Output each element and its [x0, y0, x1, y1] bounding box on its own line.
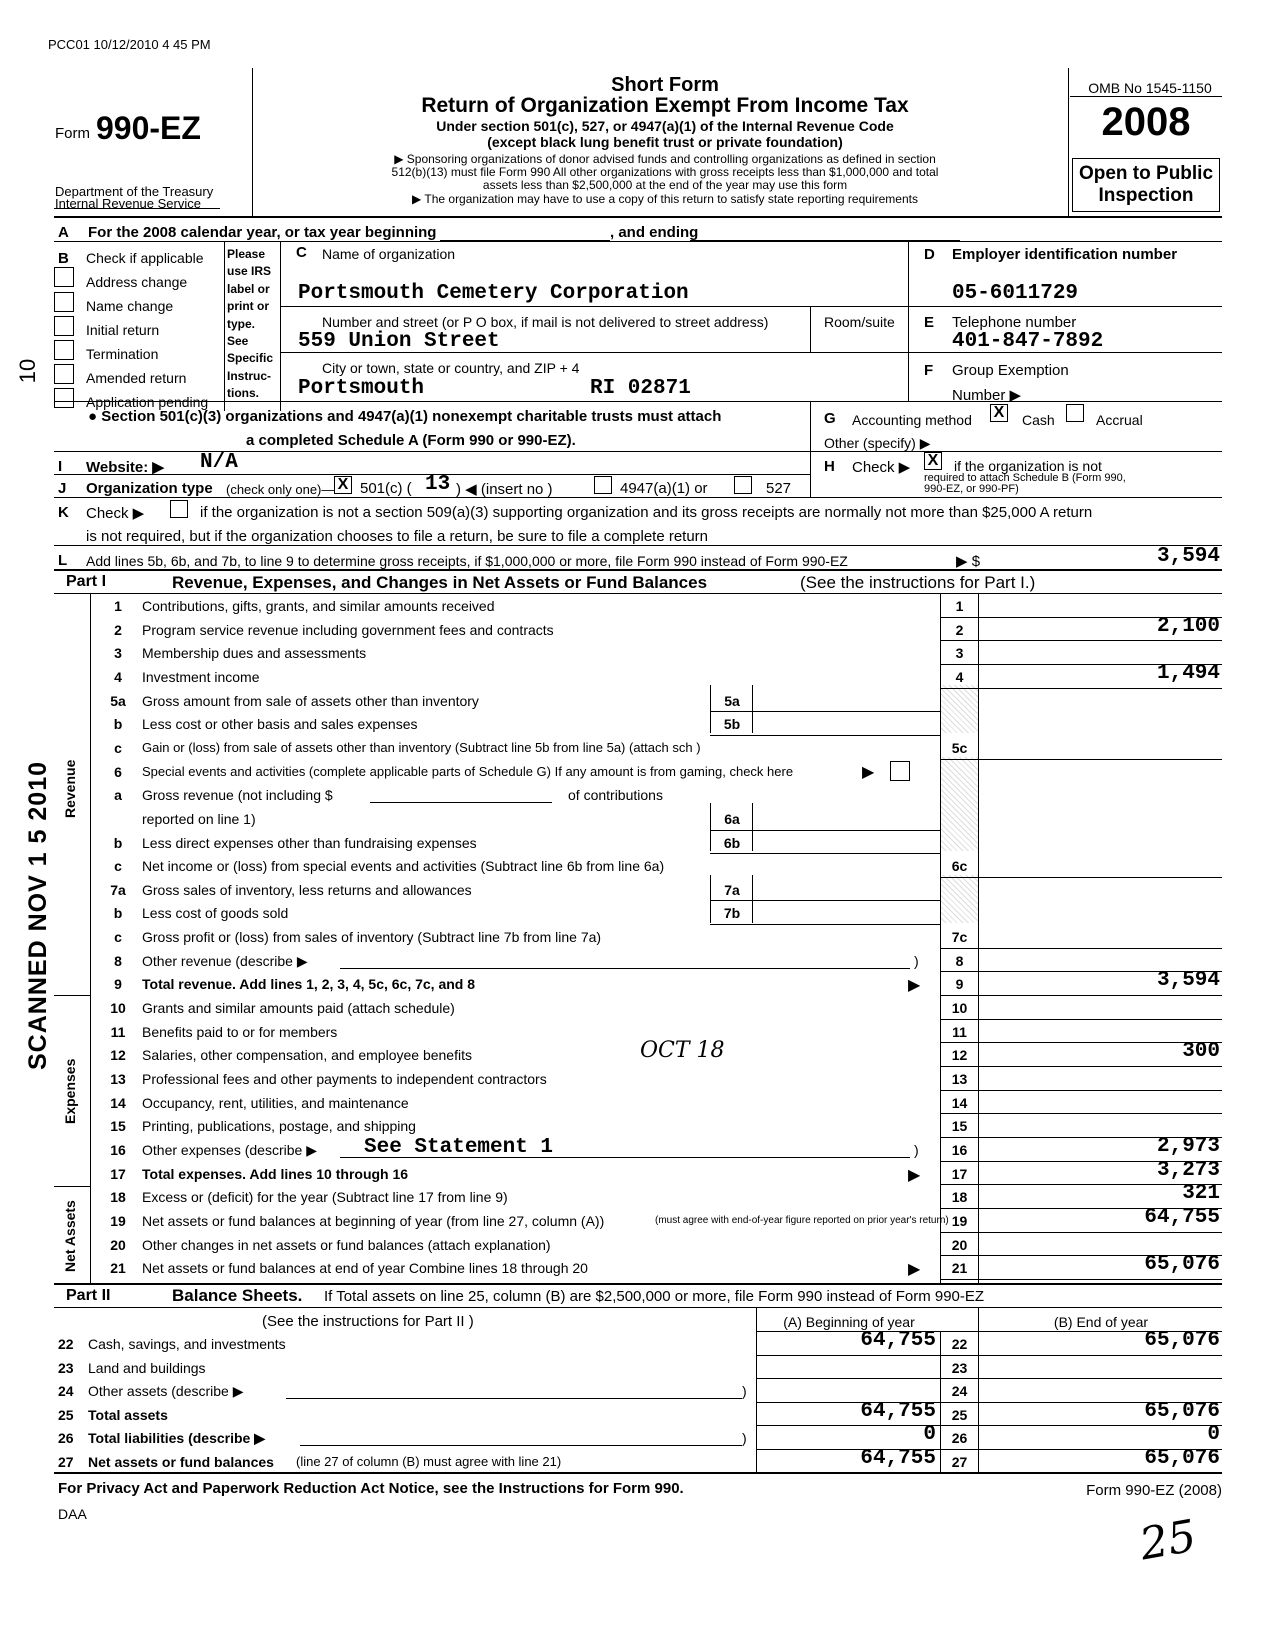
line-a-text: Gross revenue (not including $ — [142, 787, 333, 804]
shaded-5ab — [941, 685, 978, 733]
col-a-header: (A) Beginning of year — [783, 1314, 915, 1330]
line-10-box: 10 — [951, 1000, 968, 1017]
bs-line-23-number: 23 — [58, 1359, 74, 1376]
scanned-stamp: SCANNED NOV 1 5 2010 — [24, 760, 52, 1070]
line-14-text: Occupancy, rent, utilities, and maintenance — [142, 1094, 409, 1111]
line-3-number: 3 — [114, 645, 122, 662]
org-type-4947-checkbox[interactable] — [594, 476, 612, 494]
line-c-number: c — [114, 739, 122, 756]
bs-line-25-number: 25 — [58, 1406, 74, 1423]
line-4-text: Investment income — [142, 668, 260, 685]
line-3-box: 3 — [955, 645, 964, 662]
line-19-number: 19 — [110, 1212, 126, 1229]
org-type-note: (check only one)— — [226, 482, 335, 497]
box-b-amended-return: Amended return — [86, 370, 187, 386]
line-21-box: 21 — [951, 1260, 968, 1277]
box-h-check: Check ▶ — [852, 459, 911, 476]
bs-line-22-text: Cash, savings, and investments — [88, 1336, 286, 1352]
checkbox-address-change[interactable] — [54, 267, 74, 287]
bs-line-27-col-a: 64,755 — [860, 1446, 936, 1470]
shaded-6ab — [941, 757, 978, 851]
bs-line-27-text: Net assets or fund balances — [88, 1453, 274, 1470]
line-4-box: 4 — [955, 668, 964, 685]
line-16-number: 16 — [110, 1141, 126, 1158]
line-c-text: Gain or (loss) from sale of assets other than inventory (Subtract line 5b from line 5a) (attach sch ) — [142, 739, 701, 755]
bs-line-23-text: Land and buildings — [88, 1359, 206, 1376]
margin-mark: 10 — [15, 358, 41, 384]
line-11-box: 11 — [952, 1023, 967, 1040]
bs-line-24-number: 24 — [58, 1383, 74, 1399]
line-12-amount: 300 — [1182, 1040, 1220, 1064]
bs-line-25-col-a: 64,755 — [860, 1399, 936, 1423]
title-short-form: Short Form — [611, 74, 719, 96]
line-21-text: Net assets or fund balances at end of year Combine lines 18 through 20 — [142, 1260, 588, 1277]
box-b-termination: Termination — [86, 346, 159, 362]
line-12-text: Salaries, other compensation, and employee benefits — [142, 1047, 472, 1064]
ein-label: Employer identification number — [952, 246, 1178, 263]
part-1-subtitle: (See the instructions for Part I.) — [800, 573, 1036, 592]
street-address: 559 Union Street — [298, 330, 500, 353]
shaded-7ab — [941, 875, 978, 923]
handwritten-date: OCT 18 — [640, 1038, 725, 1063]
line-l-arrow: ▶ $ — [956, 553, 981, 570]
line-17-amount: 3,273 — [1156, 1158, 1220, 1182]
org-type-527-checkbox[interactable] — [734, 476, 752, 494]
line-b-number: b — [113, 834, 123, 851]
line-k-text1: if the organization is not a section 509(a)(3) supporting organization and its gross receipts are normally not more than $25,000 A return — [200, 504, 1093, 521]
line-6-text: Special events and activities (complete applicable parts of Schedule G) If any amount is from gaming, check here — [142, 763, 794, 779]
line-1-number: 1 — [114, 598, 122, 614]
footer-form-ref: Form 990-EZ (2008) — [1086, 1482, 1222, 1499]
line-2-box: 2 — [955, 621, 964, 638]
box-d-letter: D — [924, 246, 935, 263]
line-b-number: b — [113, 716, 123, 733]
open-public-line2: Inspection — [1098, 185, 1194, 206]
box-h-letter: H — [824, 458, 835, 475]
line-cont-text: reported on line 1) — [142, 810, 256, 827]
subline-7b-label: 7b — [723, 905, 741, 922]
box-h-text2: required to attach Schedule B (Form 990, — [924, 472, 1126, 484]
org-type-4947-label: 4947(a)(1) or — [620, 480, 708, 497]
line-1-text: Contributions, gifts, grants, and similar amounts received — [142, 598, 495, 614]
checkbox-name-change[interactable] — [54, 292, 74, 312]
checkbox-amended-return[interactable] — [54, 364, 74, 384]
subline-5b-label: 5b — [723, 716, 741, 733]
box-b-address-change: Address change — [86, 274, 188, 290]
note-sponsoring-2: 512(b)(13) must file Form 990 All other organizations with gross receipts less than $1,000,000 and total — [391, 165, 939, 179]
line-16-text: Other expenses (describe ▶ — [142, 1141, 317, 1158]
subline-6b-label: 6b — [723, 834, 741, 851]
part-2-title: Balance Sheets. — [172, 1286, 303, 1305]
line-6c-box: 6c — [951, 858, 968, 875]
line-b-text: Less cost of goods sold — [142, 905, 289, 922]
omb-number: OMB No 1545-1150 — [1088, 80, 1212, 96]
line-k-letter: K — [58, 504, 69, 521]
bs-line-25-text: Total assets — [88, 1406, 168, 1423]
form-prefix: Form — [55, 125, 90, 142]
line-17-number: 17 — [110, 1165, 126, 1182]
line-19-box: 19 — [951, 1212, 968, 1229]
line-i-letter: I — [58, 458, 63, 475]
bs-line-26-col-b: 0 — [1207, 1423, 1220, 1446]
open-public-line1: Open to Public — [1078, 163, 1214, 184]
line-j-letter: J — [58, 480, 67, 497]
print-stamp: PCC01 10/12/2010 4 45 PM — [48, 37, 211, 52]
line-5a-text: Gross amount from sale of assets other than inventory — [142, 692, 479, 709]
bs-line-25-col-b: 65,076 — [1144, 1399, 1220, 1423]
bs-line-27-note: (line 27 of column (B) must agree with line 21) — [296, 1453, 562, 1469]
phone-label: Telephone number — [952, 314, 1077, 331]
note-sponsoring-3: assets less than $2,500,000 at the end of the year may use this form — [482, 178, 848, 192]
cash-checkbox[interactable]: X — [990, 404, 1008, 422]
daa-label: DAA — [58, 1506, 87, 1522]
line-18-box: 18 — [951, 1189, 968, 1206]
box-f-letter: F — [924, 362, 934, 379]
phone-value: 401-847-7892 — [952, 330, 1104, 353]
line-4-number: 4 — [114, 668, 122, 685]
line-15-text: Printing, publications, postage, and shipping — [142, 1118, 416, 1135]
dept-treasury: Department of the Treasury — [55, 184, 214, 199]
line-10-number: 10 — [110, 1000, 126, 1017]
line-4-amount: 1,494 — [1156, 661, 1220, 685]
bs-line-26-box: 26 — [951, 1430, 968, 1446]
website-label: Website: ▶ — [86, 459, 164, 476]
line-8-text: Other revenue (describe ▶ — [142, 952, 308, 969]
title-main: Return of Organization Exempt From Income Tax — [421, 94, 909, 117]
bs-line-26-text: Total liabilities (describe ▶ — [88, 1430, 265, 1446]
website-value: N/A — [200, 451, 238, 474]
street-label: Number and street (or P O box, if mail is not delivered to street address) — [322, 314, 769, 330]
bs-line-26-number: 26 — [58, 1430, 74, 1446]
line-9-amount: 3,594 — [1156, 969, 1220, 993]
line-7c-box: 7c — [951, 929, 968, 946]
org-name: Portsmouth Cemetery Corporation — [298, 282, 689, 305]
line-9-number: 9 — [114, 976, 122, 993]
box-b-application-pending: Application pending — [86, 394, 209, 410]
checkbox-initial-return[interactable] — [54, 316, 74, 336]
line-b-text: Less cost or other basis and sales expenses — [142, 716, 418, 733]
section-501-line1: ● Section 501(c)(3) organizations and 4947(a)(1) nonexempt charitable trusts must attach — [88, 408, 722, 425]
line-2-text: Program service revenue including government fees and contracts — [142, 621, 554, 638]
subline-5a-label: 5a — [724, 692, 740, 709]
line-l-text: Add lines 5b, 6b, and 7b, to line 9 to determine gross receipts, if $1,000,000 or more, file Form 990 instead of Form 990-EZ — [86, 553, 848, 569]
privacy-notice: For Privacy Act and Paperwork Reduction Act Notice, see the Instructions for Form 990. — [58, 1480, 684, 1497]
col-b-header: (B) End of year — [1053, 1314, 1149, 1330]
state-zip: RI 02871 — [590, 377, 691, 400]
bs-line-23-box: 23 — [951, 1359, 968, 1376]
box-e-letter: E — [924, 314, 935, 331]
line-6a-contrib: of contributions — [568, 787, 663, 804]
line-18-amount: 321 — [1182, 1182, 1220, 1206]
ein-value: 05-6011729 — [952, 282, 1079, 305]
form-number: 990-EZ — [96, 110, 201, 146]
org-type-527-label: 527 — [766, 480, 792, 497]
line-12-number: 12 — [110, 1047, 126, 1064]
line-16-amount: 2,973 — [1156, 1134, 1220, 1158]
line-13-text: Professional fees and other payments to independent contractors — [142, 1071, 547, 1087]
line-13-box: 13 — [951, 1071, 968, 1087]
part-2-tag: Part II — [66, 1287, 111, 1304]
bs-line-22-col-b: 65,076 — [1144, 1329, 1220, 1352]
box-h-text3: 990-EZ, or 990-PF) — [924, 483, 1019, 495]
line-14-box: 14 — [951, 1094, 968, 1111]
tax-year: 2008 — [1101, 100, 1191, 144]
line-c-number: c — [114, 929, 122, 946]
line-a-number: a — [114, 787, 122, 804]
line-20-box: 20 — [951, 1236, 968, 1253]
line-16-description: See Statement 1 — [364, 1135, 554, 1159]
note-state: ▶ The organization may have to use a copy of this return to satisfy state reporting requirements — [412, 192, 918, 206]
line-9-text: Total revenue. Add lines 1, 2, 3, 4, 5c, 6c, 7c, and 8 — [142, 976, 476, 993]
line-21-number: 21 — [110, 1260, 126, 1277]
line-14-number: 14 — [110, 1094, 126, 1111]
irs-label: Internal Revenue Service — [55, 196, 201, 211]
cash-label: Cash — [1022, 412, 1055, 428]
line-5c-box: 5c — [951, 739, 968, 756]
line-7a-text: Gross sales of inventory, less returns and allowances — [142, 881, 472, 898]
line-b-text: Less direct expenses other than fundraising expenses — [142, 834, 477, 851]
line-1-box: 1 — [955, 598, 964, 614]
accrual-checkbox[interactable] — [1066, 404, 1084, 422]
line-8-number: 8 — [114, 952, 122, 969]
line-10-text: Grants and similar amounts paid (attach schedule) — [142, 1000, 455, 1017]
line-17-box: 17 — [951, 1165, 968, 1182]
line-l-letter: L — [58, 552, 68, 569]
line-19-text: Net assets or fund balances at beginning of year (from line 27, column (A)) — [142, 1212, 605, 1229]
part-2-instructions: (See the instructions for Part II ) — [262, 1313, 474, 1330]
title-except: (except black lung benefit trust or private foundation) — [487, 134, 843, 150]
box-b-heading: Check if applicable — [86, 250, 204, 266]
please-use-label: Please use IRS label or print or type. See Specific Instruc- tions. — [227, 247, 274, 401]
bs-line-24-text: Other assets (describe ▶ — [88, 1383, 244, 1399]
line-13-number: 13 — [110, 1071, 126, 1087]
part-1-tag: Part I — [66, 573, 107, 590]
expenses-section-label: Expenses — [62, 1058, 78, 1124]
checkbox-application-pending[interactable] — [54, 388, 74, 408]
line-20-text: Other changes in net assets or fund balances (attach explanation) — [142, 1236, 551, 1253]
line-16-box: 16 — [951, 1141, 968, 1158]
line-21-amount: 65,076 — [1144, 1253, 1220, 1277]
note-sponsoring-1: ▶ Sponsoring organizations of donor advised funds and controlling organizations as defined in section — [394, 152, 936, 166]
section-501-line2: a completed Schedule A (Form 990 or 990-EZ). — [246, 432, 576, 449]
subline-7a-label: 7a — [724, 881, 740, 898]
accrual-label: Accrual — [1096, 412, 1143, 428]
line-19-note: (must agree with end-of-year figure reported on prior year's return) — [655, 1214, 949, 1226]
bs-line-25-box: 25 — [951, 1406, 968, 1423]
line-18-number: 18 — [110, 1189, 126, 1206]
box-b-name-change: Name change — [86, 298, 174, 314]
box-h-text1: if the organization is not — [954, 458, 1102, 474]
gaming-checkbox[interactable] — [890, 761, 910, 781]
line-k-text2: is not required, but if the organization chooses to file a return, be sure to file a complete return — [86, 528, 709, 545]
bs-line-22-number: 22 — [58, 1336, 74, 1352]
revenue-section-label: Revenue — [62, 759, 78, 818]
line-a-ending: , and ending — [610, 224, 699, 241]
line-11-number: 11 — [110, 1023, 126, 1040]
line-k-checkbox[interactable] — [170, 500, 188, 518]
handwritten-page-number: 25 — [1135, 1510, 1201, 1571]
open-to-public-box — [1072, 158, 1220, 212]
group-exemption-number: Number ▶ — [952, 387, 1022, 404]
line-2-number: 2 — [114, 621, 122, 638]
org-type-501c-number: 13 — [425, 473, 451, 496]
org-type-label: Organization type — [86, 480, 213, 497]
org-name-label: Name of organization — [322, 246, 456, 262]
gross-receipts-value: 3,594 — [1156, 545, 1220, 568]
line-a-letter: A — [58, 224, 69, 241]
line-2-amount: 2,100 — [1156, 614, 1220, 638]
schedule-b-checkbox[interactable]: X — [924, 452, 942, 470]
bs-line-24-box: 24 — [951, 1383, 968, 1399]
org-type-501c-checkbox[interactable]: X — [334, 476, 352, 494]
line-b-number: b — [113, 905, 123, 922]
line-7a-number: 7a — [110, 881, 126, 898]
line-15-box: 15 — [951, 1118, 968, 1135]
line-3-text: Membership dues and assessments — [142, 645, 367, 662]
bs-line-27-col-b: 65,076 — [1144, 1446, 1220, 1470]
part-1-title: Revenue, Expenses, and Changes in Net Assets or Fund Balances — [172, 573, 708, 592]
accounting-method-label: Accounting method — [852, 412, 972, 428]
box-b-letter: B — [58, 250, 69, 267]
group-exemption-label: Group Exemption — [952, 362, 1069, 379]
room-suite-label: Room/suite — [824, 314, 895, 330]
net-assets-section-label: Net Assets — [62, 1200, 78, 1272]
line-19-amount: 64,755 — [1144, 1205, 1220, 1229]
bs-line-22-col-a: 64,755 — [860, 1329, 936, 1352]
line-c-number: c — [114, 858, 122, 875]
box-b-initial-return: Initial return — [86, 322, 160, 338]
line-5a-number: 5a — [110, 692, 126, 709]
city-label: City or town, state or country, and ZIP + 4 — [322, 360, 580, 376]
line-20-number: 20 — [110, 1236, 126, 1253]
org-type-insert: ) ◀ (insert no ) — [456, 481, 553, 498]
other-specify-label: Other (specify) ▶ — [824, 435, 931, 451]
line-6-number: 6 — [114, 763, 122, 780]
line-c-text: Gross profit or (loss) from sales of inventory (Subtract line 7b from line 7a) — [142, 929, 602, 946]
bs-line-26-col-a: 0 — [923, 1423, 936, 1446]
line-8-box: 8 — [955, 952, 964, 969]
line-12-box: 12 — [951, 1047, 968, 1064]
line-k-check: Check ▶ — [86, 505, 145, 522]
line-15-number: 15 — [110, 1118, 126, 1135]
line-a-text: For the 2008 calendar year, or tax year beginning — [88, 224, 437, 241]
part-2-subtitle: If Total assets on line 25, column (B) are $2,500,000 or more, file Form 990 instead of Form 990-EZ — [324, 1288, 985, 1305]
bs-line-22-box: 22 — [951, 1336, 968, 1352]
line-9-box: 9 — [955, 976, 964, 993]
box-c-letter: C — [296, 244, 307, 261]
org-type-501c-label: 501(c) ( — [360, 480, 412, 497]
title-code: Under section 501(c), 527, or 4947(a)(1) of the Internal Revenue Code — [436, 118, 894, 134]
line-c-text: Net income or (loss) from special events and activities (Subtract line 6b from line 6a) — [142, 858, 665, 875]
bs-line-27-box: 27 — [951, 1453, 968, 1470]
checkbox-termination[interactable] — [54, 340, 74, 360]
subline-6a-label: 6a — [724, 810, 740, 827]
city: Portsmouth — [298, 377, 425, 400]
bs-line-27-number: 27 — [58, 1453, 74, 1470]
line-17-text: Total expenses. Add lines 10 through 16 — [142, 1165, 409, 1182]
line-18-text: Excess or (deficit) for the year (Subtract line 17 from line 9) — [142, 1189, 508, 1206]
line-11-text: Benefits paid to or for members — [142, 1023, 338, 1040]
box-g-letter: G — [824, 410, 836, 427]
